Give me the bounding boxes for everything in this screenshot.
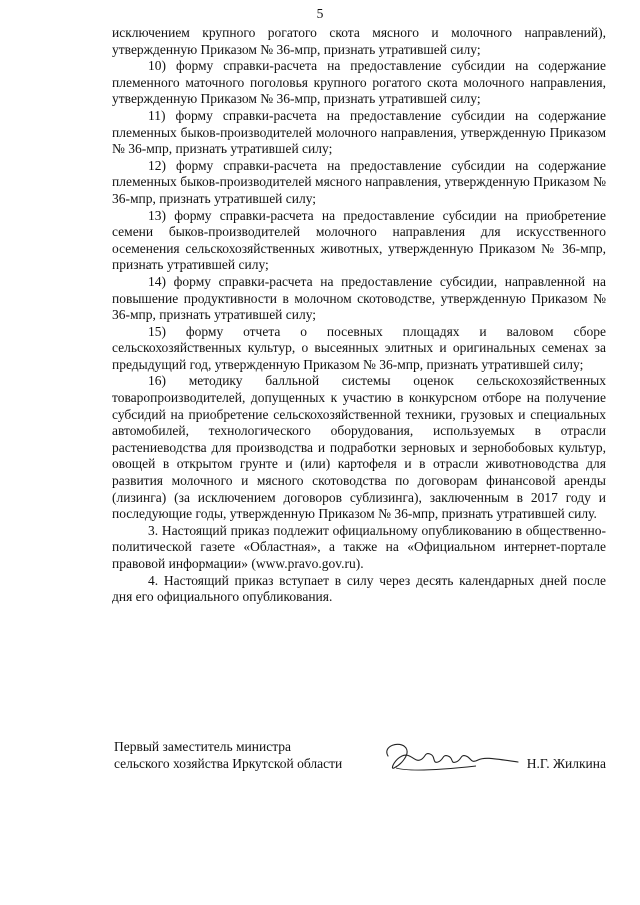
document-body	[112, 25, 606, 606]
paragraph-item-11: 11) форму справки-расчета на предоставление субсидии на содержание племенных быков-производителей молочного направления, утвержденную Приказом № 36-мпр, признать утратившей силу;	[112, 107, 606, 157]
signatory-position-line2: сельского хозяйства Иркутской области	[114, 756, 343, 771]
paragraph-item-14: 14) форму справки-расчета на предоставление субсидии, направленной на повышение продуктивности в молочном скотоводстве, утвержденную Приказом № 36-мпр, признать утратившей силу;	[112, 273, 606, 323]
page-number: 5	[316, 6, 324, 21]
paragraph-0: исключением крупного рогатого скота мясного и молочного направлений), утвержденную Приказом № 36-мпр, признать утратившей силу;	[112, 25, 606, 57]
paragraph-item-12: 12) форму справки-расчета на предоставление субсидии на содержание племенных быков-производителей мясного направления, утвержденную Приказом № 36-мпр, признать утратившей силу;	[112, 157, 606, 206]
signatory-position-line1: Первый заместитель министра	[114, 739, 292, 754]
paragraph-item-10: 10) форму справки-расчета на предоставление субсидии на содержание племенного маточного поголовья крупного рогатого скота молочного направления, утвержденную Приказом № 36-мпр, признать утратившей силу;	[112, 58, 606, 107]
paragraph-item-16: 16) методику балльной системы оценок сельскохозяйственных товаропроизводителей, допущенных к участию в конкурсном отборе на получение субсидий на приобретение сельскохозяйственной техники, грузовых и специальных автомобилей, технологического оборудования, используемых в отрасли растениеводства для производства и подработки зерновых и зернобобовых культур, овощей в открытом грунте и (или) картофеля и в отрасли животноводства для развития молочного и мясного скотоводства по договорам финансовой аренды (лизинга) (за исключением договоров сублизинга), заключенным в 2017 году и последующие годы, утвержденную Приказом № 36-мпр, признать утратившей силу.	[112, 373, 606, 522]
paragraph-item-15: 15) форму отчета о посевных площадях и валовом сборе сельскохозяйственных культур, о высеянных элитных и оригинальных семенах за предыдущий год, утвержденную Приказом № 36-мпр, признать утратившей силу;	[112, 323, 606, 372]
signatory-name: Н.Г. Жилкина	[526, 756, 606, 771]
paragraph-clause-3: 3. Настоящий приказ подлежит официальному опубликованию в общественно-политической газете «Областная», а также на «Официальном интернет-портале правовой информации» (www.pravo.gov.ru).	[112, 522, 606, 571]
handwritten-signature-icon	[380, 738, 520, 778]
signature-block	[114, 738, 606, 772]
paragraph-item-13: 13) форму справки-расчета на предоставление субсидии на приобретение семени быков-производителей молочного направления для искусственного осеменения сельскохозяйственных животных, утвержденную Приказом № 36-мпр, признать утратившей силу;	[112, 207, 606, 273]
paragraph-clause-4: 4. Настоящий приказ вступает в силу через десять календарных дней после дня его официального опубликования.	[112, 572, 606, 605]
